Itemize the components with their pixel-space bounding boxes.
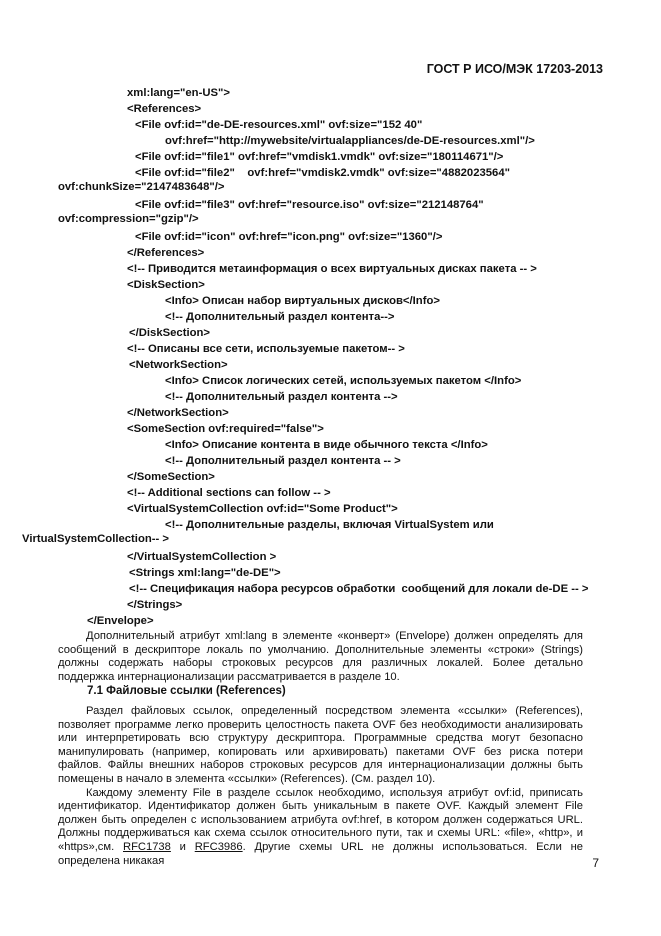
code-line: <!-- Дополнительный раздел контента -- > [165, 455, 401, 467]
code-line: <File ovf:id="de-DE-resources.xml" ovf:size="152 40" [135, 119, 423, 131]
code-line: <!-- Описаны все сети, используемые пакетом-- > [127, 343, 405, 355]
code-line: VirtualSystemCollection-- > [22, 533, 170, 545]
paragraph-text: и [170, 840, 195, 853]
code-line: <SomeSection ovf:required="false"> [127, 423, 324, 435]
code-line: </NetworkSection> [127, 407, 229, 419]
code-line: <File ovf:id="file3" ovf:href="resource.iso" ovf:size="212148764" [135, 199, 484, 211]
code-line: <DiskSection> [127, 279, 205, 291]
code-line: </DiskSection> [129, 327, 210, 339]
code-line: </Envelope> [87, 615, 154, 627]
document-header: ГОСТ Р ИСО/МЭК 17203-2013 [426, 62, 603, 76]
paragraph-text: . Другие схемы URL не должны использоваться. Если не определена никакая [58, 840, 584, 867]
code-line: </VirtualSystemCollection > [127, 551, 277, 563]
code-line: ovf:href="http://mywebsite/virtualappliances/de-DE-resources.xml"/> [165, 135, 535, 147]
code-line: <!-- Additional sections can follow -- > [127, 487, 331, 499]
code-line: <!-- Дополнительный раздел контента --> [165, 391, 398, 403]
paragraph-text: Каждому элементу File в разделе ссылок необходимо, используя атрибут ovf:id, приписать идентификатор. Идентификатор должен быть уникальным в пакете OVF. Каждый элемент File должен быть определен с использованием атрибута ovf:href, в котором должен содержаться URL. Должны поддерживаться как схема ссылок относительного пути, так и схемы URL: «file», «http», и «https»,см. [58, 786, 583, 853]
page-number: 7 [592, 856, 599, 870]
code-line: <!-- Приводится метаинформация о всех виртуальных дисках пакета -- > [127, 263, 537, 275]
code-line: <File ovf:id="file1" ovf:href="vmdisk1.vmdk" ovf:size="180114671"/> [135, 151, 504, 163]
paragraph-text: Дополнительный атрибут xml:lang в элементе «конверт» (Envelope) должен определять для сообщений в дескрипторе локаль по умолчанию. Дополнительные элементы «строки» (Strings) должны содержать наборы строковых ресурсов для различных локалей. Более детально поддержка интернационализации рассматривается в разделе 10. [58, 630, 583, 683]
code-line: ovf:chunkSize="2147483648"/> [58, 181, 225, 193]
code-line: <VirtualSystemCollection ovf:id="Some Product"> [127, 503, 398, 515]
code-line: </References> [127, 247, 205, 259]
code-line: <!-- Спецификация набора ресурсов обработки сообщений для локали de-DE -- > [129, 583, 589, 595]
code-line: <Info> Описан набор виртуальных дисков</Info> [165, 295, 440, 307]
code-line: <!-- Дополнительные разделы, включая VirtualSystem или [165, 519, 494, 531]
code-line: <File ovf:id="icon" ovf:href="icon.png" ovf:size="1360"/> [135, 231, 443, 243]
paragraph-file-element [58, 787, 583, 869]
code-line: <Strings xml:lang="de-DE"> [129, 567, 281, 579]
section-heading: 7.1 Файловые ссылки (References) [87, 685, 286, 697]
paragraph-xml-lang [58, 630, 583, 684]
code-line: <!-- Дополнительный раздел контента--> [165, 311, 395, 323]
paragraph-references [58, 705, 583, 868]
rfc3986-link[interactable]: RFC3986 [194, 840, 243, 853]
code-line: </Strings> [127, 599, 183, 611]
code-line: <NetworkSection> [129, 359, 228, 371]
code-line: </SomeSection> [127, 471, 215, 483]
code-line: <Info> Список логических сетей, используемых пакетом </Info> [165, 375, 522, 387]
code-line: ovf:compression="gzip"/> [58, 213, 199, 225]
code-line: <Info> Описание контента в виде обычного текста </Info> [165, 439, 488, 451]
rfc1738-link[interactable]: RFC1738 [123, 840, 171, 853]
code-line: xml:lang="en-US"> [127, 87, 230, 99]
code-line: <File ovf:id="file2" ovf:href="vmdisk2.vmdk" ovf:size="4882023564" [135, 167, 510, 179]
paragraph-text: Раздел файловых ссылок, определенный посредством элемента «ссылки» (References), позволяет программе легко проверить целостность пакета OVF без необходимости анализировать или интерпретировать всю структуру дескриптора. Программные средства могут безопасно манипулировать (например, копировать или архивировать) пакетами OVF без риска потери файлов. Файлы внешних наборов строковых ресурсов для интернационализации должны быть помещены в начало в элемента «ссылки» (References). (См. раздел 10). [58, 705, 583, 785]
code-line: <References> [127, 103, 202, 115]
